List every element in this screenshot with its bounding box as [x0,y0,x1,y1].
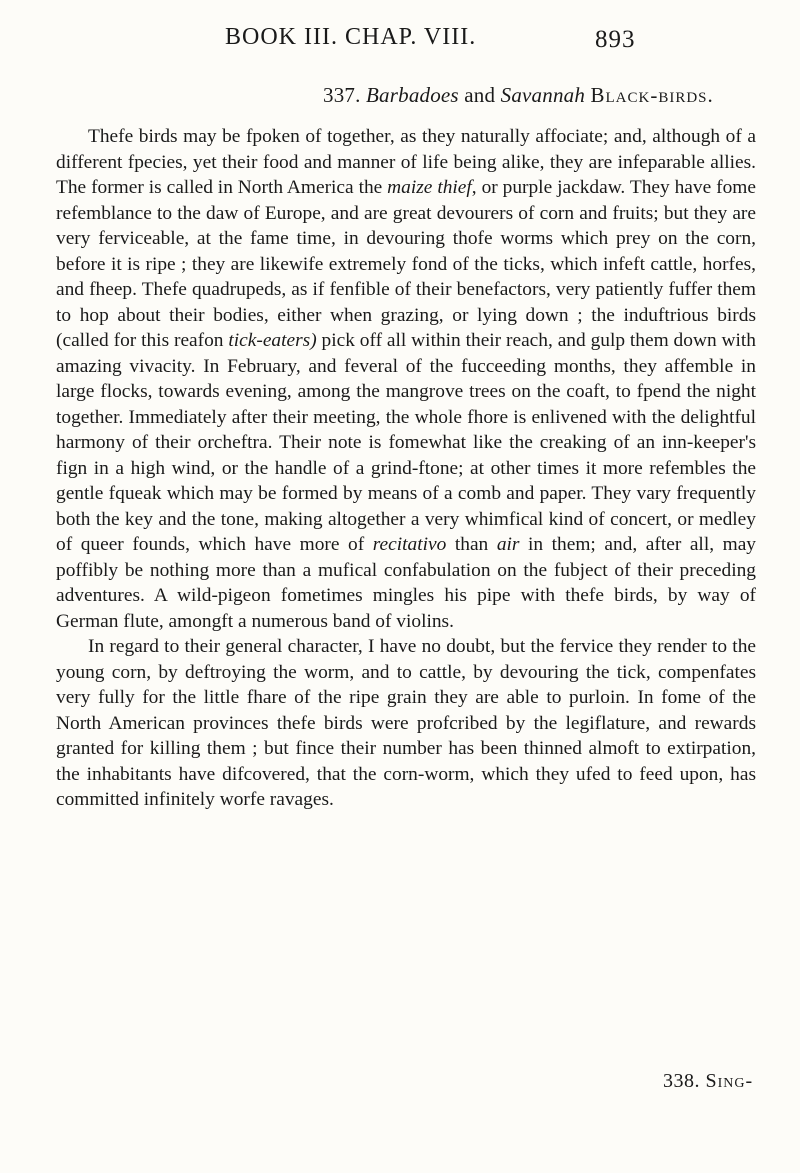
italic-run: air [496,534,520,555]
catchword-number: 338. [663,1070,700,1092]
catchword [663,1070,753,1093]
paragraph [56,634,756,813]
section-number: 337. [323,83,361,107]
section-heading [323,83,714,108]
section-conjunction: and [464,83,496,107]
paragraph [56,124,756,634]
page-number: 893 [595,26,636,53]
italic-run: tick-eaters) [228,330,317,351]
section-place-b: Savannah [500,83,586,107]
italic-run: maize thief [387,177,472,198]
text-run: pick off all within their reach, and gulp them down with amazing vivacity. In February, and feveral of the fucceeding months, they affemble in large flocks, towards evening, among the mangrove trees on the coaft, to fpend the night together. Immediately after their meeting, the whole fhore is enlivened with the delightful harmony of their orcheftra. Their note is fomewhat like the creaking of an inn-keeper's fign in a high wind, or the handle of a grind-ftone; at other times it more refembles the gentle fqueak which may be formed by means of a comb and paper. They vary frequently both the key and the tone, making altogether a very whimfical kind of concert, or medley of queer founds, which have more of [56,330,756,555]
body-text [56,124,756,813]
running-head [180,18,700,58]
text-run: In regard to their general character, I have no doubt, but the fervice they render to the young corn, by deftroying the worm, and to cattle, by devouring the tick, compenfates very fully for the little fhare of the ripe grain they are able to purloin. In fome of the North American provinces thefe birds were profcribed by the legiflature, and rewards granted for killing them ; but fince their number has been thinned almoft to extirpation, the inhabitants have difcovered, that the corn-worm, which they ufed to feed upon, has committed infinitely worfe ravages. [56,636,756,810]
text-run: than [446,534,497,555]
catchword-word: Sing- [705,1070,754,1092]
section-place-a: Barbadoes [366,83,459,107]
text-run: in them; and, after all, may poffibly be nothing more than a mufical confabulation on the fubject of their preceding adventures. A wild-pigeon fometimes mingles his pipe with thefe birds, by way of German flute, amongft a numerous band of violins. [56,534,756,632]
text-run: , or purple jackdaw. They have fome refemblance to the daw of Europe, and are great devourers of corn and fruits; but they are very ferviceable, at the fame time, in devouring thofe worms which prey on the corn, before it is ripe ; they are likewife extremely fond of the ticks, which infeft cattle, horfes, and fheep. Thefe quadrupeds, as if fenfible of their benefactors, very patiently fuffer them to hop about their bodies, either when grazing, or lying down ; the induftrious birds (called for this reafon [56,177,756,351]
running-title: BOOK III. CHAP. VIII. [225,24,477,50]
italic-run: recitativo [372,534,447,555]
section-subject: Black-birds. [590,83,714,107]
text-run: Thefe birds may be fpoken of together, as they naturally affociate; and, although of a different fpecies, yet their food and manner of life being alike, they are infeparable allies. The former is called in North America the [56,126,756,198]
